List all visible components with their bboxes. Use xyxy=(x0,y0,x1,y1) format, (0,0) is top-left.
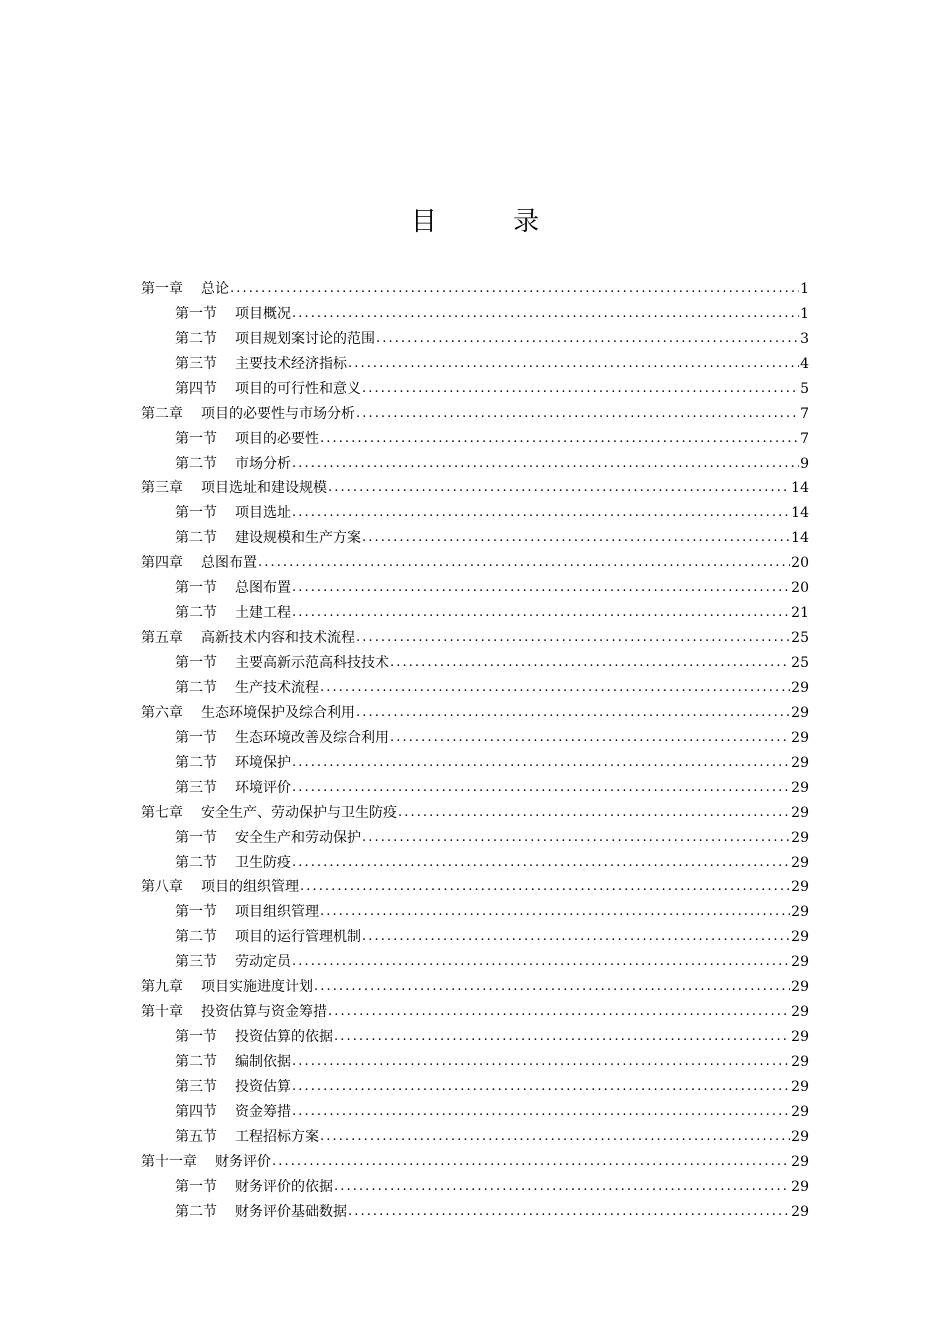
toc-section-row[interactable] xyxy=(141,523,809,548)
toc-entry-number: 第三节 xyxy=(175,355,217,372)
toc-entry-title: 安全生产和劳动保护 xyxy=(235,829,361,846)
toc-page-number: 4 xyxy=(800,355,809,372)
toc-section-row[interactable] xyxy=(141,848,809,873)
toc-page-number: 29 xyxy=(791,729,809,746)
toc-entry-title: 项目的组织管理 xyxy=(201,879,299,896)
toc-page-number: 29 xyxy=(791,904,809,921)
toc-entry-number: 第四章 xyxy=(141,555,183,572)
toc-section-row[interactable] xyxy=(141,922,809,947)
toc-dot-leader xyxy=(390,653,790,673)
toc-chapter-row[interactable] xyxy=(141,698,809,723)
toc-section-row[interactable] xyxy=(141,299,809,324)
toc-entry-number: 第一节 xyxy=(175,580,217,597)
toc-chapter-row[interactable] xyxy=(141,1147,809,1172)
toc-page-number: 29 xyxy=(791,1178,809,1195)
toc-page-number: 21 xyxy=(791,605,809,622)
toc-section-row[interactable] xyxy=(141,1047,809,1072)
toc-section-row[interactable] xyxy=(141,498,809,523)
toc-section-row[interactable] xyxy=(141,374,809,399)
toc-dot-leader xyxy=(314,977,790,997)
toc-entry-title: 建设规模和生产方案 xyxy=(235,530,361,547)
toc-entry-title: 土建工程 xyxy=(235,605,291,622)
toc-entry-title: 工程招标方案 xyxy=(235,1128,319,1145)
toc-page-number: 29 xyxy=(791,1029,809,1046)
toc-page-number: 29 xyxy=(791,704,809,721)
toc-dot-leader xyxy=(292,578,790,598)
toc-section-row[interactable] xyxy=(141,573,809,598)
toc-dot-leader xyxy=(230,279,799,299)
toc-entry-title: 项目的必要性与市场分析 xyxy=(201,405,355,422)
toc-entry-number: 第四节 xyxy=(175,1103,217,1120)
toc-entry-title: 投资估算与资金筹措 xyxy=(201,1004,327,1021)
toc-chapter-row[interactable] xyxy=(141,474,809,499)
toc-entry-number: 第一节 xyxy=(175,1178,217,1195)
toc-entry-number: 第三节 xyxy=(175,954,217,971)
toc-entry-number: 第一节 xyxy=(175,729,217,746)
toc-entry-number: 第一节 xyxy=(175,1029,217,1046)
toc-section-row[interactable] xyxy=(141,424,809,449)
toc-section-row[interactable] xyxy=(141,648,809,673)
toc-entry-number: 第六章 xyxy=(141,704,183,721)
toc-entry-number: 第四节 xyxy=(175,380,217,397)
toc-page-number: 29 xyxy=(791,929,809,946)
toc-dot-leader xyxy=(292,952,790,972)
toc-page-number: 20 xyxy=(791,555,809,572)
toc-entry-number: 第一节 xyxy=(175,655,217,671)
toc-page-number: 1 xyxy=(800,305,809,322)
toc-page-number: 25 xyxy=(791,630,809,647)
toc-section-row[interactable] xyxy=(141,598,809,623)
toc-section-row[interactable] xyxy=(141,823,809,848)
toc-dot-leader xyxy=(258,553,790,573)
toc-page-number: 29 xyxy=(791,1054,809,1070)
toc-entry-number: 第七章 xyxy=(141,804,183,821)
toc-entry-title: 财务评价的依据 xyxy=(235,1178,333,1195)
toc-page-number: 7 xyxy=(800,430,809,447)
toc-page-number: 29 xyxy=(791,979,809,996)
toc-dot-leader xyxy=(320,902,790,922)
toc-page-number: 29 xyxy=(791,829,809,846)
toc-entry-number: 第一节 xyxy=(175,904,217,921)
toc-section-row[interactable] xyxy=(141,449,809,474)
toc-section-row[interactable] xyxy=(141,897,809,922)
toc-page-number: 9 xyxy=(800,455,809,472)
toc-entry-number: 第二节 xyxy=(175,1203,217,1220)
toc-entry-title: 劳动定员 xyxy=(235,954,291,971)
toc-chapter-row[interactable] xyxy=(141,274,809,299)
toc-entry-title: 卫生防疫 xyxy=(235,854,291,871)
toc-dot-leader xyxy=(334,1177,790,1197)
toc-section-row[interactable] xyxy=(141,1172,809,1197)
toc-page-number: 29 xyxy=(791,1004,809,1021)
toc-entry-number: 第二节 xyxy=(175,929,217,946)
toc-section-row[interactable] xyxy=(141,1197,809,1222)
toc-entry-number: 第三章 xyxy=(141,480,183,497)
page-title: 目 录 xyxy=(410,207,574,237)
toc-chapter-row[interactable] xyxy=(141,399,809,424)
toc-page-number: 7 xyxy=(800,405,809,422)
toc-entry-number: 第三节 xyxy=(175,1078,217,1095)
toc-page-number: 25 xyxy=(791,655,809,671)
toc-dot-leader xyxy=(362,927,790,947)
toc-entry-number: 第三节 xyxy=(175,779,217,796)
toc-section-row[interactable] xyxy=(141,773,809,798)
toc-dot-leader xyxy=(334,1027,790,1047)
toc-section-row[interactable] xyxy=(141,1022,809,1047)
toc-entry-number: 第九章 xyxy=(141,979,183,996)
toc-entry-number: 第二节 xyxy=(175,605,217,622)
toc-entry-number: 第二节 xyxy=(175,455,217,472)
toc-page-number: 29 xyxy=(791,1128,809,1145)
toc-dot-leader xyxy=(272,1152,790,1172)
toc-entry-title: 编制依据 xyxy=(235,1054,291,1070)
toc-page-number: 1 xyxy=(800,280,809,297)
toc-dot-leader xyxy=(292,1102,790,1122)
toc-entry-title: 总论 xyxy=(201,280,229,297)
toc-entry-number: 第一节 xyxy=(175,305,217,322)
toc-dot-leader xyxy=(362,828,790,848)
toc-entry-number: 第二节 xyxy=(175,330,217,347)
toc-section-row[interactable] xyxy=(141,1097,809,1122)
toc-entry-number: 第二节 xyxy=(175,1054,217,1070)
toc-entry-title: 投资估算的依据 xyxy=(235,1029,333,1046)
toc-entry-number: 第二节 xyxy=(175,854,217,871)
toc-dot-leader xyxy=(348,354,799,374)
toc-section-row[interactable] xyxy=(141,748,809,773)
toc-chapter-row[interactable] xyxy=(141,997,809,1022)
toc-section-row[interactable] xyxy=(141,723,809,748)
toc-entry-title: 项目概况 xyxy=(235,305,291,322)
toc-entry-title: 投资估算 xyxy=(235,1078,291,1095)
toc-chapter-row[interactable] xyxy=(141,972,809,997)
toc-page-number: 29 xyxy=(791,854,809,871)
table-of-contents xyxy=(141,274,809,1222)
toc-page-number: 14 xyxy=(791,530,809,547)
toc-section-row[interactable] xyxy=(141,349,809,374)
toc-page-number: 29 xyxy=(791,1153,809,1170)
toc-entry-number: 第十章 xyxy=(141,1004,183,1021)
toc-dot-leader xyxy=(376,329,799,349)
toc-entry-title: 项目的必要性 xyxy=(235,430,319,447)
toc-entry-number: 第二章 xyxy=(141,405,183,422)
toc-entry-number: 第二节 xyxy=(175,754,217,771)
toc-dot-leader xyxy=(356,404,799,424)
toc-entry-number: 第五节 xyxy=(175,1128,217,1145)
toc-entry-title: 项目规划案讨论的范围 xyxy=(235,330,375,347)
toc-entry-title: 总图布置 xyxy=(235,580,291,597)
toc-entry-title: 项目的可行性和意义 xyxy=(235,380,361,397)
toc-entry-title: 环境评价 xyxy=(235,779,291,796)
toc-dot-leader xyxy=(292,503,790,523)
toc-section-row[interactable] xyxy=(141,673,809,698)
toc-dot-leader xyxy=(292,1052,790,1072)
toc-page-number: 29 xyxy=(791,754,809,771)
toc-dot-leader xyxy=(292,853,790,873)
toc-entry-number: 第一节 xyxy=(175,505,217,522)
toc-entry-title: 市场分析 xyxy=(235,455,291,472)
toc-page-number: 3 xyxy=(800,330,809,347)
toc-entry-title: 生产技术流程 xyxy=(235,679,319,696)
toc-chapter-row[interactable] xyxy=(141,548,809,573)
toc-dot-leader xyxy=(348,1202,790,1222)
toc-page-number: 29 xyxy=(791,779,809,796)
toc-dot-leader xyxy=(292,778,790,798)
toc-dot-leader xyxy=(320,429,799,449)
toc-dot-leader xyxy=(320,1127,790,1147)
toc-page-number: 20 xyxy=(791,580,809,597)
toc-entry-number: 第一节 xyxy=(175,430,217,447)
toc-entry-title: 财务评价 xyxy=(215,1153,271,1170)
toc-page-number: 29 xyxy=(791,1078,809,1095)
toc-entry-title: 主要高新示范高科技技术 xyxy=(235,655,389,671)
toc-section-row[interactable] xyxy=(141,1072,809,1097)
toc-page-number: 29 xyxy=(791,1103,809,1120)
toc-dot-leader xyxy=(362,379,799,399)
toc-entry-title: 项目实施进度计划 xyxy=(201,979,313,996)
toc-entry-number: 第二节 xyxy=(175,679,217,696)
toc-section-row[interactable] xyxy=(141,324,809,349)
toc-dot-leader xyxy=(300,877,790,897)
toc-entry-title: 项目选址和建设规模 xyxy=(201,480,327,497)
toc-page-number: 29 xyxy=(791,1203,809,1220)
toc-dot-leader xyxy=(356,703,790,723)
toc-entry-number: 第十一章 xyxy=(141,1153,197,1170)
toc-entry-title: 高新技术内容和技术流程 xyxy=(201,630,355,647)
toc-entry-number: 第八章 xyxy=(141,879,183,896)
toc-entry-title: 财务评价基础数据 xyxy=(235,1203,347,1220)
toc-page-number: 14 xyxy=(791,480,809,497)
toc-dot-leader xyxy=(292,1077,790,1097)
toc-dot-leader xyxy=(390,728,790,748)
toc-entry-title: 项目选址 xyxy=(235,505,291,522)
toc-entry-number: 第一节 xyxy=(175,829,217,846)
toc-dot-leader xyxy=(362,528,790,548)
toc-dot-leader xyxy=(292,454,799,474)
toc-page-number: 29 xyxy=(791,954,809,971)
toc-dot-leader xyxy=(328,1002,790,1022)
toc-entry-title: 安全生产、劳动保护与卫生防疫 xyxy=(201,804,397,821)
toc-page-number: 29 xyxy=(791,879,809,896)
toc-page-number: 14 xyxy=(791,505,809,522)
toc-dot-leader xyxy=(328,478,790,498)
toc-entry-title: 总图布置 xyxy=(201,555,257,572)
toc-page-number: 29 xyxy=(791,679,809,696)
toc-entry-number: 第一章 xyxy=(141,280,183,297)
toc-dot-leader xyxy=(320,678,790,698)
toc-entry-title: 项目的运行管理机制 xyxy=(235,929,361,946)
toc-entry-title: 环境保护 xyxy=(235,754,291,771)
toc-dot-leader xyxy=(292,603,790,623)
toc-chapter-row[interactable] xyxy=(141,873,809,898)
toc-chapter-row[interactable] xyxy=(141,798,809,823)
toc-chapter-row[interactable] xyxy=(141,623,809,648)
toc-entry-title: 项目组织管理 xyxy=(235,904,319,921)
toc-dot-leader xyxy=(292,753,790,773)
toc-entry-title: 主要技术经济指标 xyxy=(235,355,347,372)
toc-entry-title: 生态环境改善及综合利用 xyxy=(235,729,389,746)
toc-entry-number: 第二节 xyxy=(175,530,217,547)
toc-section-row[interactable] xyxy=(141,1122,809,1147)
toc-dot-leader xyxy=(292,304,799,324)
toc-section-row[interactable] xyxy=(141,947,809,972)
toc-entry-title: 资金筹措 xyxy=(235,1103,291,1120)
toc-entry-title: 生态环境保护及综合利用 xyxy=(201,704,355,721)
toc-page-number: 5 xyxy=(800,380,809,397)
toc-entry-number: 第五章 xyxy=(141,630,183,647)
toc-page-number: 29 xyxy=(791,804,809,821)
toc-dot-leader xyxy=(398,803,790,823)
toc-dot-leader xyxy=(356,628,790,648)
